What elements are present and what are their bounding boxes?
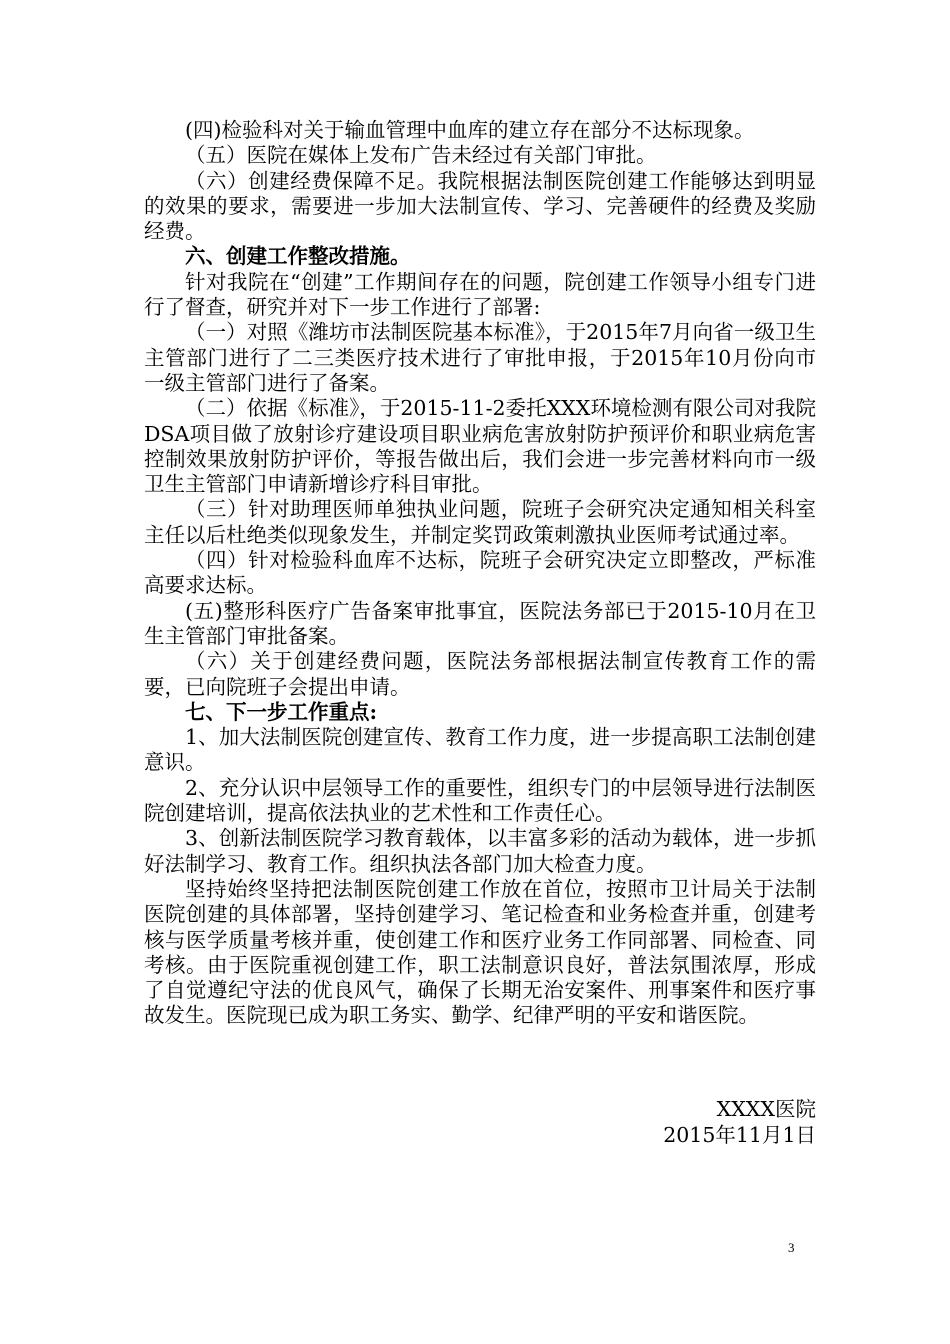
section-heading: 六、创建工作整改措施。 xyxy=(185,244,411,269)
body-paragraph: （四）针对检验科血库不达标，院班子会研究决定立即整改，严标准高要求达标。 xyxy=(144,548,816,598)
document-body xyxy=(144,118,816,1029)
body-paragraph: (五)整形科医疗广告备案审批事宜，医院法务部已于2015-10月在卫生主管部门审批备案。 xyxy=(144,598,816,648)
signature-date: 2015年11月1日 xyxy=(663,1123,816,1147)
body-paragraph: （一）对照《潍坊市法制医院基本标准》，于2015年7月向省一级卫生主管部门进行了二三类医疗技术进行了审批申报，于2015年10月份向市一级主管部门进行了备案。 xyxy=(144,320,816,395)
body-paragraph: 1、加大法制医院创建宣传、教育工作力度，进一步提高职工法制创建意识。 xyxy=(144,725,816,775)
body-paragraph: 3、创新法制医院学习教育载体，以丰富多彩的活动为载体，进一步抓好法制学习、教育工作。组织执法各部门加大检查力度。 xyxy=(144,826,816,876)
page-number: 3 xyxy=(788,1240,795,1255)
body-paragraph: （三）针对助理医师单独执业问题，院班子会研究决定通知相关科室主任以后杜绝类似现象发生，并制定奖罚政策刺激执业医师考试通过率。 xyxy=(144,497,816,547)
body-paragraph: (四)检验科对关于输血管理中血库的建立存在部分不达标现象。 xyxy=(185,118,755,142)
section-heading: 七、下一步工作重点: xyxy=(185,699,378,724)
signature-org: XXXX医院 xyxy=(716,1097,816,1121)
body-paragraph: 针对我院在“创建”工作期间存在的问题，院创建工作领导小组专门进行了督查，研究并对下一步工作进行了部署: xyxy=(144,269,816,320)
body-paragraph: 2、充分认识中层领导工作的重要性，组织专门的中层领导进行法制医院创建培训，提高依法执业的艺术性和工作责任心。 xyxy=(144,775,816,826)
body-paragraph: 坚持始终坚持把法制医院创建工作放在首位，按照市卫计局关于法制医院创建的具体部署，坚持创建学习、笔记检查和业务检查并重，创建考核与医学质量考核并重，使创建工作和医疗业务工作同部署、同检查、同考核。由于医院重视创建工作，职工法制意识良好，普法氛围浓厚，形成了自觉遵纪守法的优良风气，确保了长期无治安案件、刑事案件和医疗事故发生。医院现已成为职工务实、勤学、纪律严明的平安和谐医院。 xyxy=(144,876,816,1028)
body-paragraph: （二）依据《标准》，于2015-11-2委托XXX环境检测有限公司对我院DSA项目做了放射诊疗建设项目职业病危害放射防护预评价和职业病危害控制效果放射防护评价，等报告做出后，我们会进一步完善材料向市一级卫生主管部门申请新增诊疗科目审批。 xyxy=(144,396,816,497)
body-paragraph: （六）关于创建经费问题，医院法务部根据法制宣传教育工作的需要，已向院班子会提出申请。 xyxy=(144,649,816,699)
body-paragraph: （五）医院在媒体上发布广告未经过有关部门审批。 xyxy=(185,143,657,168)
body-paragraph: （六）创建经费保障不足。我院根据法制医院创建工作能够达到明显的效果的要求，需要进一步加大法制宣传、学习、完善硬件的经费及奖励经费。 xyxy=(144,168,816,244)
